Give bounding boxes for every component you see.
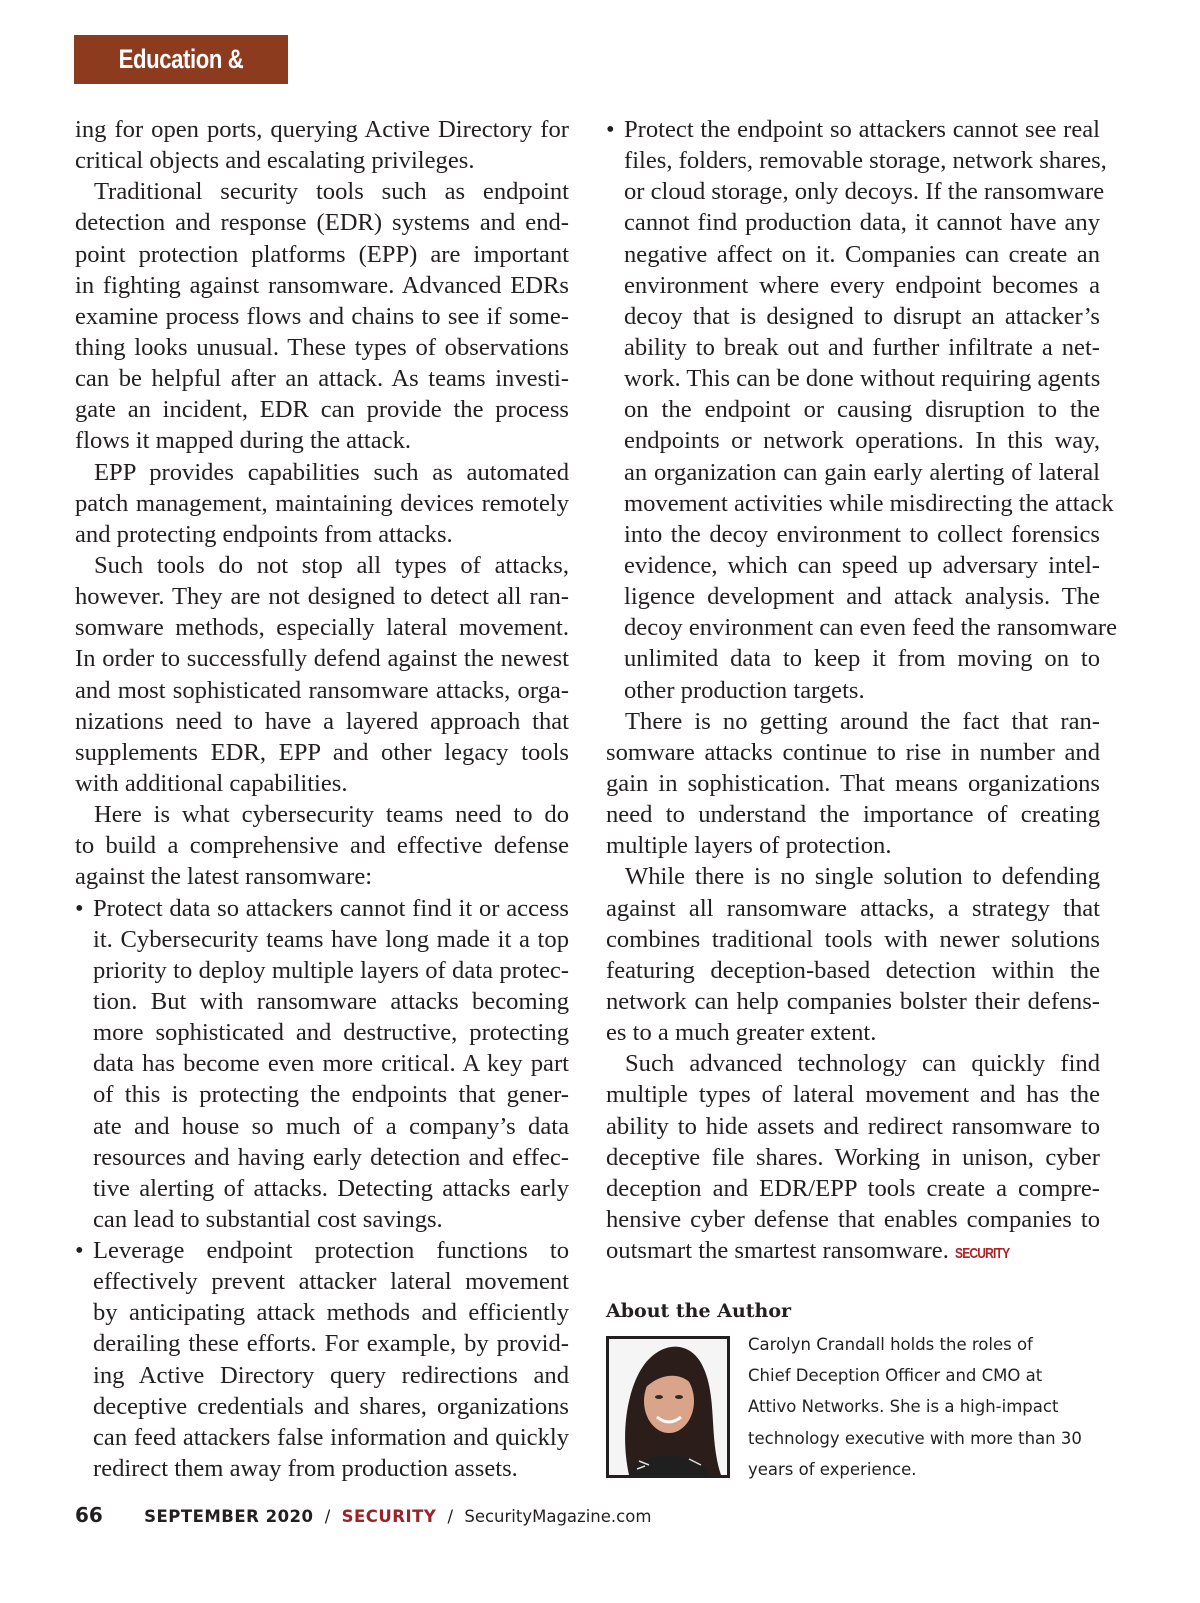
end-mark-logo: SECURITY [954, 1245, 1010, 1263]
text-line [75, 768, 569, 799]
text-line [624, 394, 1100, 425]
magazine-name: SECURITY [341, 1507, 437, 1526]
line-text: Such tools do not stop all types of attacks, [94, 551, 569, 579]
paragraph [75, 176, 569, 456]
text-line [606, 799, 1100, 830]
text-line [93, 1048, 569, 1079]
text-line [75, 550, 569, 581]
line-text: ligence development and attack analysis. The [624, 583, 1100, 611]
line-text: against all ransomware attacks, a strategy that [606, 894, 1100, 922]
text-line [606, 1111, 1100, 1142]
bio-line: Chief Deception Officer and CMO at [748, 1366, 1043, 1386]
line-text: multiple layers of protection. [606, 832, 892, 860]
text-line [75, 675, 569, 706]
line-text: unlimited data to keep it from moving on to [624, 645, 1100, 673]
text-line [93, 893, 569, 924]
line-text: Here is what cybersecurity teams need to do [94, 801, 569, 829]
bio-line: Carolyn Crandall holds the roles of [748, 1335, 1033, 1354]
bullet-icon: • [606, 116, 615, 143]
text-line [624, 550, 1100, 581]
line-text: into the decoy environment to collect forensics [624, 520, 1100, 548]
page-footer [75, 1503, 651, 1527]
text-line [93, 1391, 569, 1422]
text-line [75, 207, 569, 238]
text-line [75, 830, 569, 861]
line-text: negative affect on it. Companies can create an [624, 240, 1100, 268]
line-text: somware methods, especially lateral movement. [75, 614, 569, 642]
text-line [93, 1453, 569, 1484]
left-column [75, 114, 569, 1484]
text-line [93, 1297, 569, 1328]
text-line [93, 1360, 569, 1391]
line-text: work. This can be done without requiring agents [624, 365, 1101, 393]
text-line [75, 581, 569, 612]
text-line [75, 425, 569, 456]
text-line [624, 363, 1100, 394]
line-text: featuring deception-based detection within the [606, 956, 1100, 984]
text-line [93, 1328, 569, 1359]
text-line [93, 1017, 569, 1048]
line-text: endpoints or network operations. In this way, [624, 427, 1100, 455]
paragraph [75, 550, 569, 799]
line-text: hensive cyber defense that enables companies to [606, 1205, 1100, 1233]
text-line [606, 1079, 1100, 1110]
line-text: Traditional security tools such as endpoint [94, 178, 569, 206]
line-text: multiple types of lateral movement and has the [606, 1081, 1100, 1109]
bio-line: Attivo Networks. She is a high-impact [748, 1397, 1059, 1417]
text-line [75, 239, 569, 270]
text-line [75, 457, 569, 488]
line-text: movement activities while misdirecting the attack [624, 489, 1114, 517]
text-line [606, 706, 1100, 737]
line-text: critical objects and escalating privileges. [75, 147, 475, 175]
text-line [75, 301, 569, 332]
line-text: combines traditional tools with newer solutions [606, 925, 1100, 953]
text-line [75, 519, 569, 550]
paragraph [75, 457, 569, 550]
text-line [624, 176, 1105, 207]
line-text: gain in sophistication. That means organizations [606, 769, 1100, 797]
line-text: it. Cybersecurity teams have long made it a top [93, 925, 569, 953]
text-line [606, 861, 1100, 892]
line-text: ing for open ports, querying Active Directory for [75, 116, 569, 143]
text-line [606, 986, 1100, 1017]
line-text: can lead to substantial cost savings. [93, 1205, 443, 1233]
line-text: outsmart the smartest ransomware. [606, 1237, 949, 1265]
text-line [75, 706, 569, 737]
text-line [624, 581, 1100, 612]
line-text: patch management, maintaining devices remotely [75, 489, 569, 517]
line-text: an organization can gain early alerting of lateral [624, 458, 1100, 486]
text-line [606, 1017, 1100, 1048]
text-line [93, 1142, 569, 1173]
paragraph [606, 706, 1100, 862]
text-line [93, 955, 569, 986]
text-line [624, 239, 1100, 270]
line-text: tion. But with ransomware attacks becoming [93, 987, 569, 1015]
website-link[interactable]: SecurityMagazine.com [464, 1507, 652, 1526]
text-line [75, 799, 569, 830]
line-text: and protecting endpoints from attacks. [75, 520, 453, 548]
text-line [624, 519, 1100, 550]
line-text: need to understand the importance of creating [606, 801, 1100, 829]
line-text: effectively prevent attacker lateral movement [93, 1268, 569, 1296]
text-line [75, 612, 569, 643]
line-text: against the latest ransomware: [75, 863, 373, 891]
text-line [93, 1079, 569, 1110]
line-text: can be helpful after an attack. As teams investi- [75, 365, 569, 393]
paragraph [606, 1048, 1100, 1266]
line-text: ate and house so much of a company’s data [93, 1112, 569, 1140]
line-text: deception and EDR/EPP tools create a compre- [606, 1174, 1100, 1202]
paragraph [606, 861, 1100, 1048]
text-line [606, 924, 1100, 955]
line-text: more sophisticated and destructive, protecting [93, 1019, 569, 1047]
line-text: of this is protecting the endpoints that gener- [93, 1081, 569, 1109]
line-text: to build a comprehensive and effective defense [75, 832, 569, 860]
separator: / [324, 1507, 331, 1526]
text-line [75, 737, 569, 768]
text-line [624, 643, 1100, 674]
line-text: es to a much greater extent. [606, 1019, 877, 1047]
line-text: however. They are not designed to detect all ran- [75, 583, 569, 611]
text-line [624, 301, 1100, 332]
text-line [93, 1422, 569, 1453]
text-line [93, 1111, 569, 1142]
line-text: somware attacks continue to rise in number and [606, 738, 1100, 766]
text-line [624, 457, 1100, 488]
line-text: gate an incident, EDR can provide the process [75, 396, 569, 424]
line-text: in fighting against ransomware. Advanced EDRs [75, 271, 569, 299]
line-text: While there is no single solution to defending [625, 863, 1100, 891]
text-line [75, 176, 569, 207]
line-text: evidence, which can speed up adversary intel- [624, 551, 1100, 579]
text-line [93, 1204, 569, 1235]
page-number: 66 [75, 1503, 103, 1527]
text-line [75, 861, 569, 892]
line-text: decoy environment can even feed the ransomware [624, 614, 1118, 642]
line-text: supplements EDR, EPP and other legacy tools [75, 738, 569, 766]
text-line [75, 488, 569, 519]
text-line [624, 675, 1100, 706]
text-line [93, 924, 569, 955]
line-text: Such advanced technology can quickly find [625, 1050, 1100, 1078]
line-text: EPP provides capabilities such as automated [94, 458, 569, 486]
text-line [93, 1173, 569, 1204]
line-text: files, folders, removable storage, network shares, [624, 147, 1107, 175]
text-line [606, 1235, 1100, 1266]
line-text: priority to deploy multiple layers of data protec- [93, 956, 569, 984]
text-line [624, 207, 1100, 238]
line-text: tive alerting of attacks. Detecting attacks early [93, 1174, 569, 1202]
bullet-item [75, 1235, 569, 1484]
author-photo [606, 1336, 730, 1478]
line-text: redirect them away from production assets. [93, 1455, 518, 1483]
text-line [75, 643, 569, 674]
separator: / [447, 1507, 454, 1526]
line-text: can feed attackers false information and quickly [93, 1423, 569, 1451]
text-line [75, 394, 569, 425]
line-text: with additional capabilities. [75, 769, 348, 797]
bullet-item [75, 893, 569, 1236]
text-line [606, 955, 1100, 986]
text-line [606, 1204, 1100, 1235]
line-text: environment where every endpoint becomes a [624, 271, 1100, 299]
text-line [606, 1048, 1100, 1079]
text-line [75, 363, 569, 394]
line-text: Protect the endpoint so attackers cannot see real [624, 116, 1100, 143]
text-line [606, 1142, 1100, 1173]
line-text: resources and having early detection and effec- [93, 1143, 569, 1171]
text-line [75, 145, 569, 176]
line-text: or cloud storage, only decoys. If the ransomware [624, 178, 1105, 206]
text-line [606, 830, 1100, 861]
line-text: There is no getting around the fact that ran- [625, 707, 1100, 735]
about-author-heading: About the Author [606, 1300, 792, 1322]
text-line [624, 270, 1100, 301]
line-text: In order to successfully defend against the newest [75, 645, 569, 673]
line-text: ing Active Directory query redirections and [93, 1361, 569, 1389]
bullet-icon: • [75, 1237, 84, 1265]
line-text: flows it mapped during the attack. [75, 427, 412, 455]
line-text: deceptive credentials and shares, organizations [93, 1392, 569, 1420]
line-text: Leverage endpoint protection functions to [93, 1237, 569, 1265]
author-bio [748, 1329, 1082, 1485]
line-text: detection and response (EDR) systems and end- [75, 209, 569, 237]
line-text: and most sophisticated ransomware attacks, orga- [75, 676, 569, 704]
line-text: point protection platforms (EPP) are important [75, 240, 569, 268]
line-text: ability to break out and further infiltrate a net- [624, 333, 1100, 361]
line-text: deceptive file shares. Working in unison, cyber [606, 1143, 1100, 1171]
line-text: other production targets. [624, 676, 865, 704]
text-line [606, 893, 1100, 924]
line-text: by anticipating attack methods and efficiently [93, 1299, 569, 1327]
text-line [606, 737, 1100, 768]
line-text: ability to hide assets and redirect ransomware to [606, 1112, 1100, 1140]
text-line [624, 612, 1118, 643]
bullet-item [606, 114, 1118, 706]
text-line [93, 986, 569, 1017]
bio-line: technology executive with more than 30 [748, 1428, 1082, 1448]
bullet-icon: • [75, 894, 84, 922]
text-line [624, 425, 1100, 456]
text-line [606, 768, 1100, 799]
text-line [624, 114, 1100, 145]
line-text: on the endpoint or causing disruption to the [624, 396, 1100, 424]
line-text: thing looks unusual. These types of observations [75, 333, 569, 361]
line-text: data has become even more critical. A key part [93, 1050, 569, 1078]
line-text: cannot find production data, it cannot have any [624, 209, 1100, 237]
section-tag [74, 35, 288, 123]
line-text: decoy that is designed to disrupt an attacker’s [624, 302, 1100, 330]
line-text: network can help companies bolster their defens- [606, 987, 1100, 1015]
text-line [624, 488, 1114, 519]
issue-date: SEPTEMBER 2020 [144, 1507, 314, 1526]
paragraph [75, 114, 569, 176]
right-column [606, 114, 1118, 1266]
bio-line: years of experience. [748, 1459, 917, 1479]
text-line [75, 332, 569, 363]
section-tag-label: Education & Training [118, 44, 244, 123]
line-text: derailing these efforts. For example, by provid- [93, 1330, 569, 1358]
text-line [93, 1266, 569, 1297]
text-line [624, 332, 1100, 363]
line-text: examine process flows and chains to see if some- [75, 302, 569, 330]
text-line [606, 1173, 1100, 1204]
line-text: nizations need to have a layered approach that [75, 707, 569, 735]
text-line [624, 145, 1107, 176]
line-text: Protect data so attackers cannot find it or access [93, 894, 569, 922]
text-line [75, 114, 569, 145]
text-line [93, 1235, 569, 1266]
text-line [75, 270, 569, 301]
paragraph [75, 799, 569, 892]
